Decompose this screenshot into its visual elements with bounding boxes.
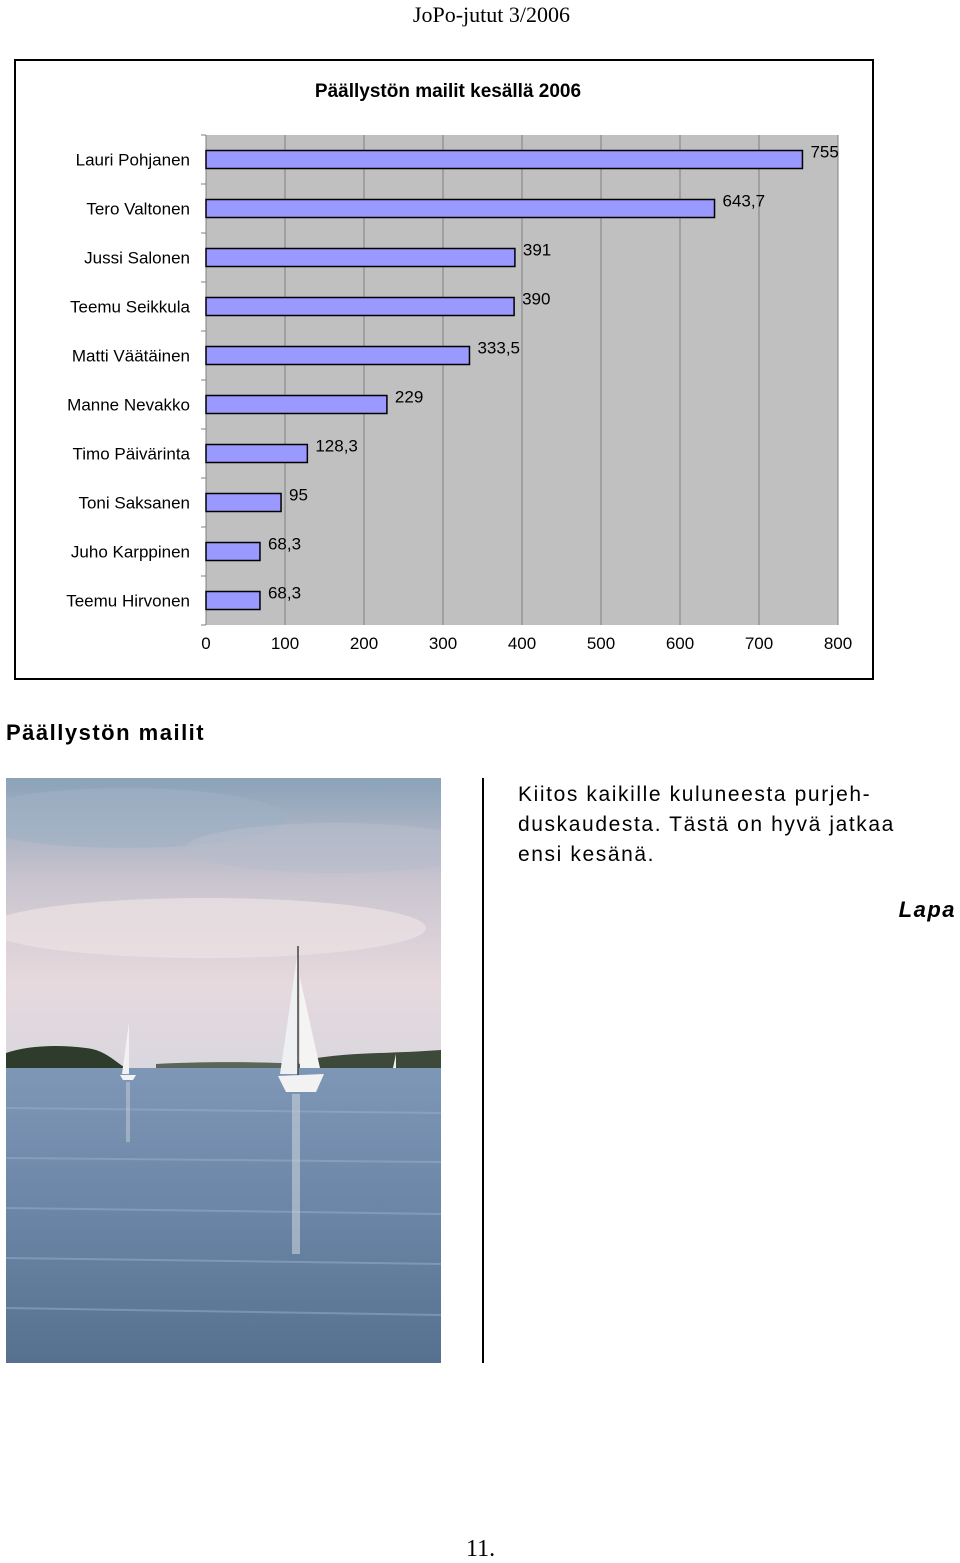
value-label: 333,5 <box>477 338 521 358</box>
column-divider <box>482 778 484 1363</box>
value-label: 68,3 <box>267 583 302 603</box>
value-label: 390 <box>522 289 551 309</box>
value-label: 391 <box>522 240 552 260</box>
article-body <box>518 780 958 870</box>
category-label: Teemu Seikkula <box>69 297 190 317</box>
chart-svg <box>16 61 872 678</box>
bar <box>206 298 514 316</box>
category-label: Matti Väätäinen <box>71 346 190 366</box>
x-tick-label: 100 <box>270 634 300 653</box>
bar <box>206 151 802 169</box>
article-line: duskaudesta. Tästä on hyvä jatkaa <box>518 813 895 836</box>
value-label: 95 <box>289 485 308 505</box>
x-tick-label: 200 <box>349 634 379 653</box>
bar <box>206 445 307 463</box>
value-label: 755 <box>810 142 839 162</box>
page-number: 11. <box>466 1536 496 1562</box>
x-tick-label: 700 <box>744 634 774 653</box>
category-label: Lauri Pohjanen <box>75 150 190 170</box>
bar-chart <box>14 59 874 680</box>
bar <box>206 347 469 365</box>
section-title: Päällystön mailit <box>6 720 206 745</box>
category-label: Jussi Salonen <box>84 248 190 268</box>
bar <box>206 200 715 218</box>
bar <box>206 494 281 512</box>
signature: Lapa <box>898 897 956 922</box>
bar <box>206 592 260 610</box>
sailboat-photo <box>6 778 441 1363</box>
page-header: JoPo-jutut 3/2006 <box>412 2 570 27</box>
x-tick-label: 800 <box>823 634 853 653</box>
x-tick-label: 400 <box>507 634 537 653</box>
x-tick-label: 500 <box>586 634 616 653</box>
category-label: Juho Karppinen <box>70 542 190 562</box>
article-line: Kiitos kaikille kuluneesta purjeh- <box>518 783 872 806</box>
bar <box>206 396 387 414</box>
category-label: Toni Saksanen <box>78 493 190 513</box>
category-label: Teemu Hirvonen <box>66 591 190 611</box>
value-label: 643,7 <box>722 191 766 211</box>
x-tick-label: 600 <box>665 634 695 653</box>
value-label: 128,3 <box>315 436 358 456</box>
x-tick-label: 300 <box>428 634 458 653</box>
bar <box>206 249 515 267</box>
category-label: Timo Päivärinta <box>72 444 190 464</box>
value-label: 229 <box>394 387 424 407</box>
article-line: ensi kesänä. <box>518 843 656 866</box>
x-tick-label: 0 <box>201 634 211 653</box>
category-label: Tero Valtonen <box>86 199 190 219</box>
chart-title: Päällystön mailit kesällä 2006 <box>314 81 582 102</box>
value-label: 68,3 <box>267 534 302 554</box>
bar <box>206 543 260 561</box>
category-label: Manne Nevakko <box>67 395 190 415</box>
